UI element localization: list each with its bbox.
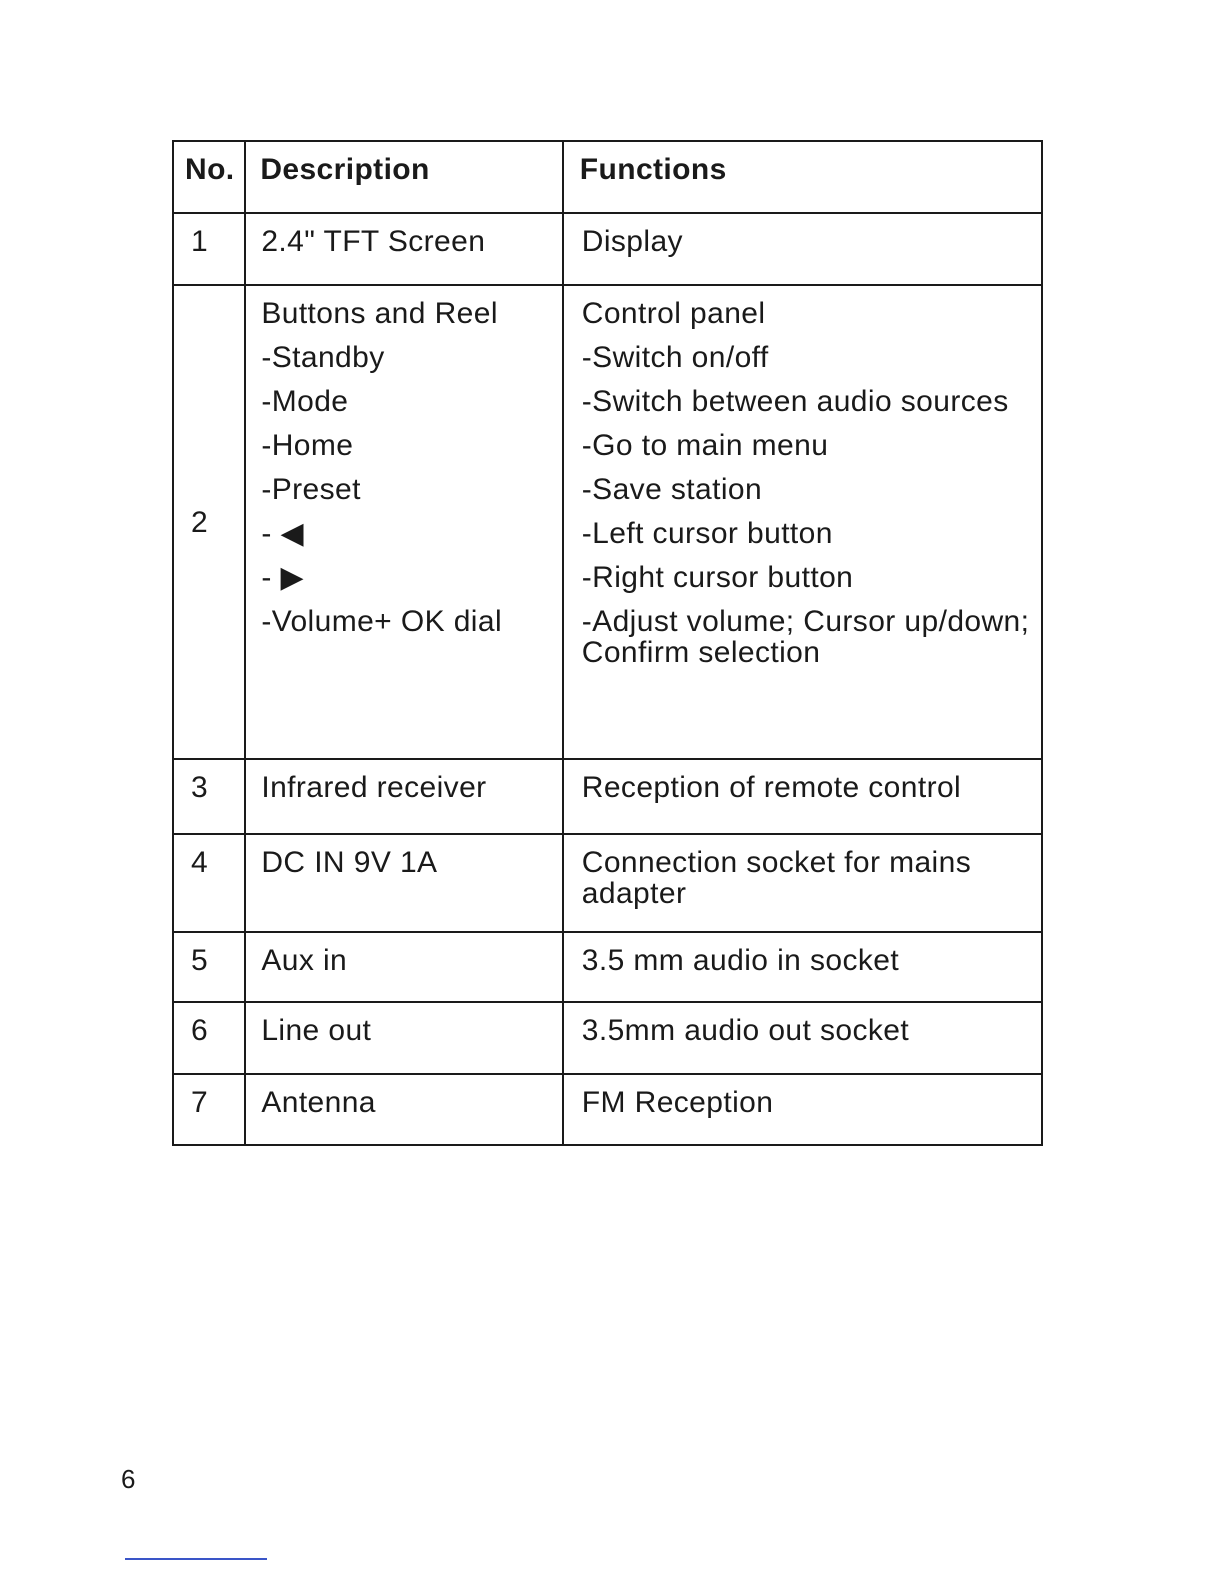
table-row (173, 932, 1042, 1002)
row-number: 3 (173, 759, 245, 834)
function-preset: -Save station (581, 473, 763, 506)
row-number: 5 (173, 932, 245, 1002)
header-no: No. (173, 141, 245, 213)
row-number: 2 (173, 285, 245, 759)
table-row (173, 285, 1042, 759)
row-description: Line out (245, 1002, 562, 1074)
row-function: Reception of remote control (563, 759, 1042, 834)
table-row (173, 213, 1042, 285)
function-left: -Left cursor button (581, 517, 833, 550)
volume-ok-dial: -Volume+ OK dial (261, 605, 503, 638)
component-table (172, 140, 1043, 1146)
function-right: -Right cursor button (581, 561, 854, 594)
row-description: Infrared receiver (245, 759, 562, 834)
button-standby: -Standby (261, 341, 385, 374)
header-description: Description (245, 141, 562, 213)
row-number: 1 (173, 213, 245, 285)
row-description-list (245, 285, 562, 759)
row-number: 6 (173, 1002, 245, 1074)
button-home: -Home (261, 429, 354, 462)
function-standby: -Switch on/off (581, 341, 769, 374)
row-function: 3.5mm audio out socket (563, 1002, 1042, 1074)
button-right-arrow: - ▶ (261, 561, 304, 594)
button-preset: -Preset (261, 473, 361, 506)
header-functions: Functions (563, 141, 1042, 213)
function-heading: Control panel (581, 297, 766, 330)
table-row (173, 759, 1042, 834)
button-mode: -Mode (261, 385, 349, 418)
row-number: 7 (173, 1074, 245, 1145)
row-function: Connection socket for mains adapter (563, 834, 1042, 932)
table-row (173, 1074, 1042, 1145)
row-description: DC IN 9V 1A (245, 834, 562, 932)
row-description: 2.4" TFT Screen (245, 213, 562, 285)
page-number: 6 (121, 1464, 136, 1494)
function-home: -Go to main menu (581, 429, 829, 462)
row-function: 3.5 mm audio in socket (563, 932, 1042, 1002)
table-row (173, 1002, 1042, 1074)
row-description: Antenna (245, 1074, 562, 1145)
function-mode: -Switch between audio sources (581, 385, 1009, 418)
description-heading: Buttons and Reel (261, 297, 498, 330)
row-function-list (563, 285, 1042, 759)
row-function: FM Reception (563, 1074, 1042, 1145)
function-volume-dial: -Adjust volume; Cursor up/down; Confirm selection (581, 605, 1030, 669)
footer-rule (125, 1558, 267, 1560)
row-function: Display (563, 213, 1042, 285)
row-description: Aux in (245, 932, 562, 1002)
row-number: 4 (173, 834, 245, 932)
table-row (173, 834, 1042, 932)
button-left-arrow: - ◀ (261, 517, 304, 550)
table-header-row (173, 141, 1042, 213)
